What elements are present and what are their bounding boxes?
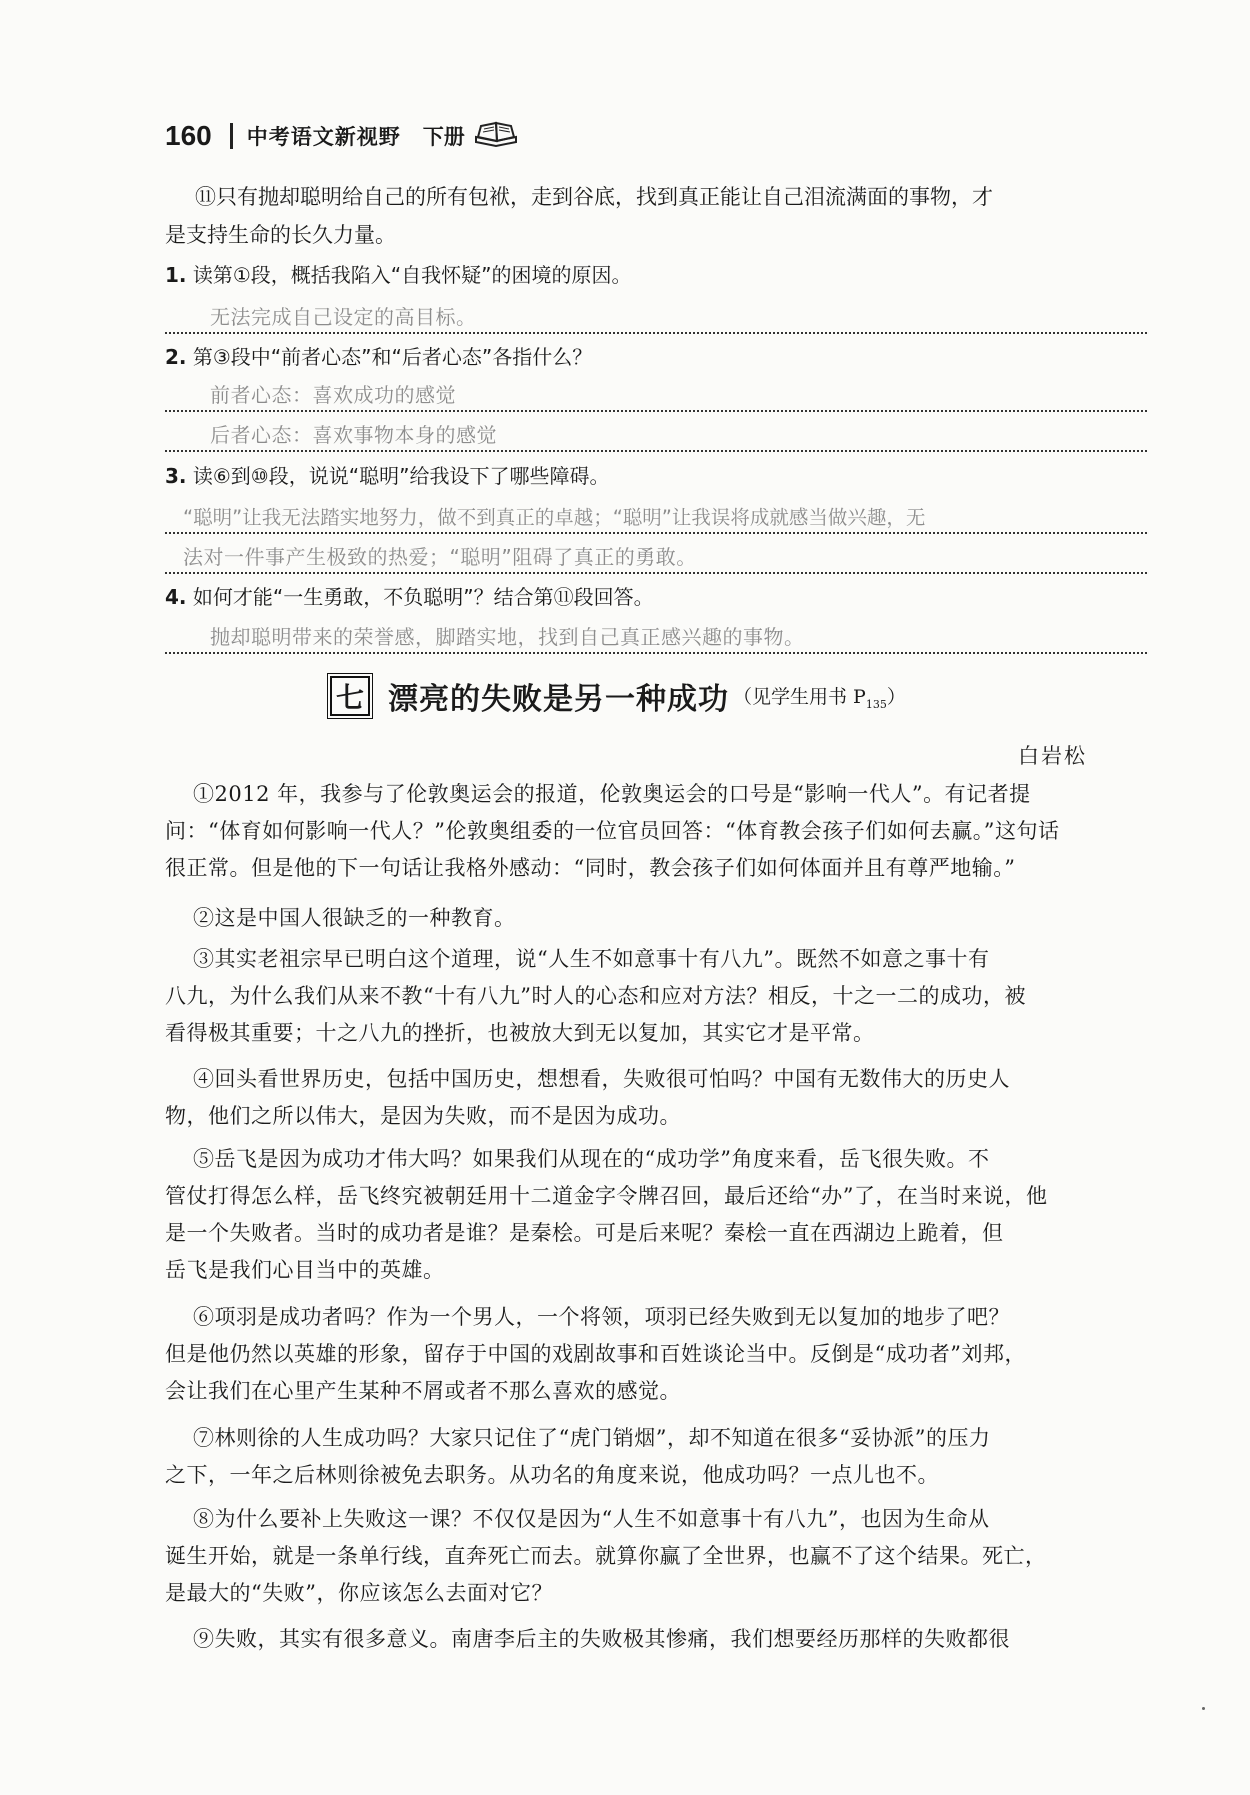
question-number: 2. — [165, 345, 187, 369]
intro-line-2: 是支持生命的长久力量。 — [165, 223, 396, 247]
answer-line — [165, 380, 1147, 412]
book-stack-icon — [473, 120, 519, 152]
question-text: 读⑥到⑩段，说说“聪明”给我设下了哪些障碍。 — [192, 464, 610, 488]
author-name: 白岩松 — [1018, 744, 1087, 768]
article-paragraph-7: ⑦林则徐的人生成功吗？大家只记住了“虎门销烟”，却不知道在很多“妥协派”的压力 之下，一年之后林则徐被免去职务。从功名的角度来说，他成功吗？一点儿也不。 — [165, 1426, 991, 1487]
article-paragraph-8: ⑧为什么要补上失败这一课？不仅仅是因为“人生不如意事十有八九”，也因为生命从 诞生开始，就是一条单行线，直奔死亡而去。就算你赢了全世界，也赢不了这个结果。死亡， 是最大的“失败”，你应该怎么去面对它？ — [165, 1507, 1047, 1605]
question-number: 3. — [165, 464, 187, 488]
article-paragraph-2: ②这是中国人很缺乏的一种教育。 — [193, 906, 516, 930]
article-paragraph-6: ⑥项羽是成功者吗？作为一个男人，一个将领，项羽已经失败到无以复加的地步了吧？ 但是他仍然以英雄的形象，留存于中国的戏剧故事和百姓谈论当中。反倒是“成功者”刘邦， 会让我们在心里产生某种不屑或者不那么喜欢的感觉。 — [165, 1305, 1026, 1403]
answer-line — [165, 420, 1147, 452]
section-number-box: 七 — [330, 676, 370, 716]
volume-label: 下册 — [422, 125, 465, 149]
article-paragraph-1: ①2012 年，我参与了伦敦奥运会的报道，伦敦奥运会的口号是“影响一代人”。有记者提 问：“体育如何影响一代人？”伦敦奥组委的一位官员回答：“体育教会孩子们如何去赢。”这句话 很正常。但是他的下一句话让我格外感动：“同时，教会孩子们如何体面并且有尊严地输。” — [165, 782, 1060, 880]
article-paragraph-4: ④回头看世界历史，包括中国历史，想想看，失败很可怕吗？中国有无数伟大的历史人 物，他们之所以伟大，是因为失败，而不是因为成功。 — [165, 1067, 1010, 1128]
section-heading — [330, 674, 906, 718]
book-title: 中考语文新视野 — [246, 125, 401, 149]
question-1 — [165, 260, 1165, 290]
question-4 — [165, 582, 1165, 612]
article-paragraph-5: ⑤岳飞是因为成功才伟大吗？如果我们从现在的“成功学”角度来看，岳飞很失败。不 管仗打得怎么样，岳飞终究被朝廷用十二道金字令牌召回，最后还给“办”了，在当时来说，他 是一个失败者。当时的成功者是谁？是秦桧。可是后来呢？秦桧一直在西湖边上跪着，但 岳飞是我们心目当中的英雄。 — [165, 1147, 1048, 1282]
section-reference: （见学生用书 $P_{135}$） — [733, 685, 906, 711]
question-text: 读第①段，概括我陷入“自我怀疑”的困境的原因。 — [192, 263, 632, 287]
intro-line-1: ⑪只有抛却聪明给自己的所有包袱，走到谷底，找到真正能让自己泪流满面的事物，才 — [195, 185, 993, 209]
question-text: 第③段中“前者心态”和“后者心态”各指什么？ — [192, 345, 593, 369]
page-number: 160 — [165, 120, 212, 151]
scan-speck — [1202, 1707, 1205, 1710]
answer-text: 前者心态：喜欢成功的感觉 — [210, 383, 456, 407]
question-number: 1. — [165, 263, 187, 287]
answer-line — [165, 542, 1147, 574]
answer-line — [165, 622, 1147, 654]
answer-text: 后者心态：喜欢事物本身的感觉 — [210, 423, 497, 447]
article-paragraph-3: ③其实老祖宗早已明白这个道理，说“人生不如意事十有八九”。既然不如意之事十有 八九，为什么我们从来不教“十有八九”时人的心态和应对方法？相反，十之一二的成功，被 看得极其重要；十之八九的挫折，也被放大到无以复加，其实它才是平常。 — [165, 947, 1026, 1045]
reference-page: 135 — [865, 697, 887, 711]
question-3 — [165, 461, 1165, 491]
article-paragraph-9: ⑨失败，其实有很多意义。南唐李后主的失败极其惨痛，我们想要经历那样的失败都很 — [193, 1627, 1010, 1651]
question-2 — [165, 342, 1165, 372]
answer-line — [165, 502, 1147, 534]
answer-text: 法对一件事产生极致的热爱；“聪明”阻碍了真正的勇敢。 — [183, 545, 697, 569]
section-title: 漂亮的失败是另一种成功 — [388, 682, 729, 717]
answer-line — [165, 302, 1147, 334]
question-number: 4. — [165, 585, 187, 609]
question-text: 如何才能“一生勇敢，不负聪明”？结合第⑪段回答。 — [192, 585, 654, 609]
header-divider — [230, 123, 233, 149]
page-header — [165, 116, 519, 156]
answer-text: “聪明”让我无法踏实地努力，做不到真正的卓越；“聪明”让我误将成就感当做兴趣，无 — [183, 506, 926, 529]
answer-text: 抛却聪明带来的荣誉感，脚踏实地，找到自己真正感兴趣的事物。 — [210, 625, 805, 649]
answer-text: 无法完成自己设定的高目标。 — [210, 305, 477, 329]
